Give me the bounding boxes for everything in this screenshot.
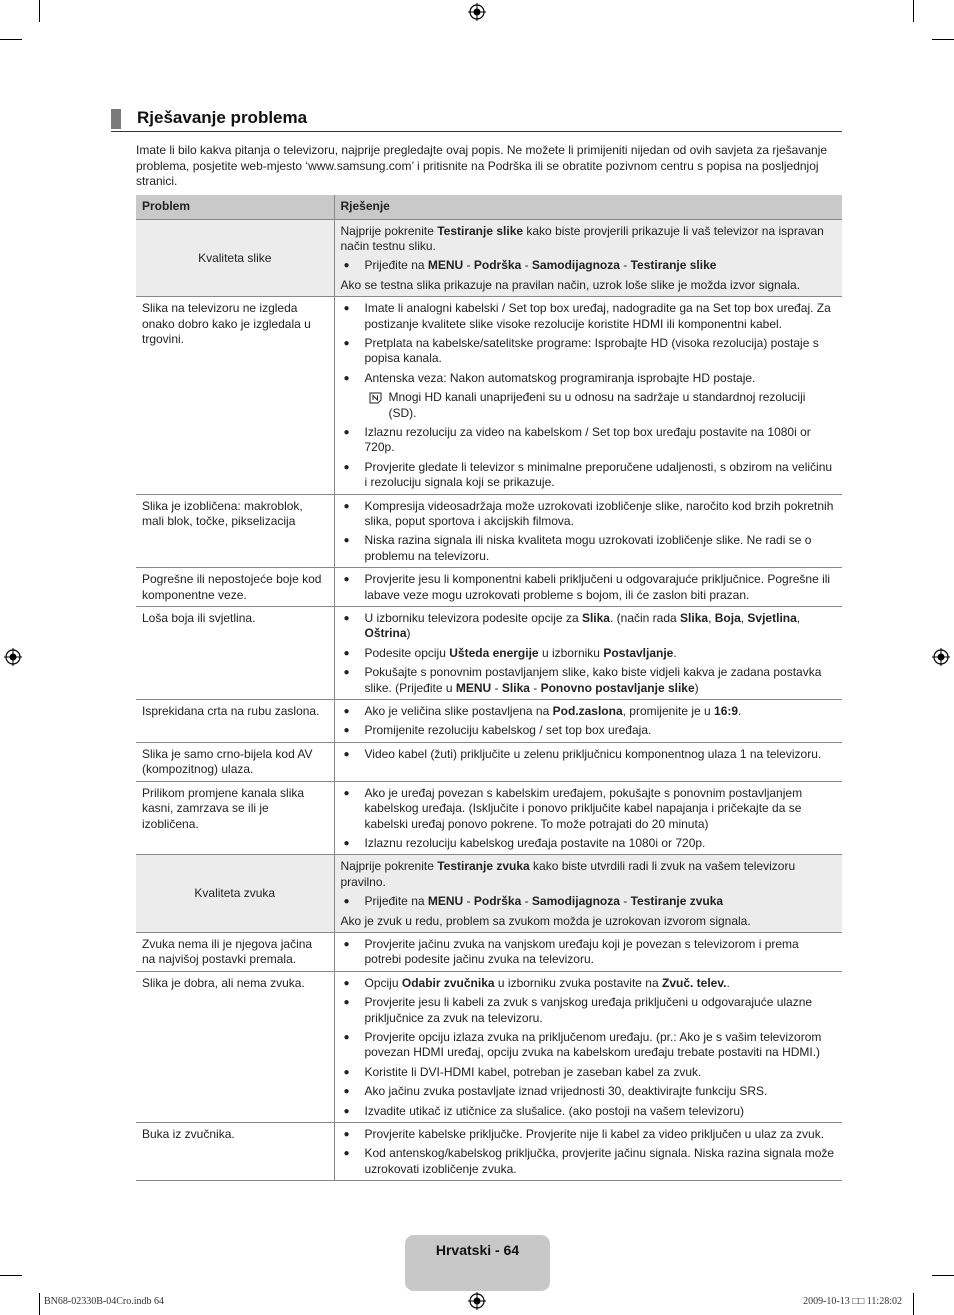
table-row [136,1123,842,1181]
emphasis-text: Testiranje zvuka [437,859,530,874]
solution-text: - [521,258,532,273]
bullet-icon: ● [343,938,350,950]
registration-mark-icon [932,648,950,666]
emphasis-text: MENU [427,258,464,273]
bullet-item [341,460,837,491]
problem-cell: Isprekidana crta na rubu zaslona. [136,700,334,743]
solution-text: Ako je zvuk u redu, problem sa zvukom možda je uzrokovan izvorom signala. [340,913,751,928]
problem-cell: Slika je dobra, ali nema zvuka. [136,971,334,1122]
problem-cell: Loša boja ili svjetlina. [136,607,334,700]
troubleshooting-table [136,195,842,1181]
crop-mark-bottom-right-horizontal [932,1275,954,1276]
solution-cell [334,971,842,1122]
problem-cell: Prilikom promjene kanala slika kasni, zamrzava se ili je izobličena. [136,781,334,855]
solution-text: Izlaznu rezoluciju za video na kabelskom / Set top box uređaju postavite na 1080i or 720p. [364,424,811,455]
bullet-icon: ● [343,647,350,659]
bullet-icon: ● [343,667,350,679]
solution-text: Podesite opciju [364,645,450,660]
solution-cell [334,781,842,855]
bullet-icon: ● [343,574,350,586]
column-header-solution: Rješenje [334,195,842,219]
solution-text: - [463,258,474,273]
emphasis-text: Svjetlina [747,611,797,626]
problem-cell: Pogrešne ili nepostojeće boje kod komponentne veze. [136,568,334,607]
solution-text: Ako jačinu zvuka postavljate iznad vrijednosti 30, deaktivirajte funkciju SRS. [364,1084,768,1099]
crop-mark-bottom-left-vertical [39,1293,40,1315]
bullet-item [341,894,837,909]
emphasis-text: Slika [501,680,530,695]
solution-cell [334,219,842,297]
table-row [136,700,842,743]
bullet-icon: ● [343,896,350,908]
table-body [136,219,842,1181]
crop-mark-bottom-left-horizontal [0,1275,22,1276]
table-row [136,568,842,607]
emphasis-text: Samodijagnoza [531,258,620,273]
solution-text: . [738,704,742,719]
bullet-icon: ● [343,787,350,799]
solution-text: Imate li analogni kabelski / Set top box uređaj, nadogradite ga na Set top box uređaj. Za postizanje kvalitete slike visoke rezolucije koristite HDMI ili komponentni kabel. [364,301,831,331]
emphasis-text: Samodijagnoza [531,894,620,909]
solution-text: kako biste utvrdili radi li zvuk na vašem televizoru pravilno. [340,859,796,889]
solution-text: - [463,894,474,909]
solution-text: Provjerite opciju izlaza zvuka na priključenom uređaju. (pr.: Ako je s vašim televizorom povezan HDMI uređaj, opciju zvuka na kabelskom uređaju trebate postaviti na HDMI.) [364,1029,822,1060]
bullet-icon: ● [343,1129,350,1140]
solution-text: ) [406,626,411,641]
emphasis-text: Oštrina [364,626,407,641]
bullet-icon: ● [343,303,350,315]
solution-text: Provjerite gledate li televizor s minimalne preporučene udaljenosti, s obzirom na veličinu i rezoluciju signala koji se prikazuje. [364,459,833,490]
table-row [136,297,842,494]
table-row [136,932,842,971]
note-item [341,390,837,421]
solution-text: . [673,645,677,660]
crop-mark-top-left-vertical [39,0,40,22]
page-title: Rješavanje problema [137,108,308,127]
emphasis-text: Postavljanje [603,645,674,660]
bullet-item [341,301,837,332]
bullet-item [341,499,837,530]
bullet-icon: ● [343,706,350,718]
table-group-row [136,855,842,933]
solution-text: . [726,975,730,990]
problem-cell: Kvaliteta zvuka [136,855,334,933]
solution-text: Provjerite jačinu zvuka na vanjskom uređaju koji je povezan s televizorom i prema potrebi podesite jačinu zvuka na televizoru. [364,936,799,967]
crop-mark-top-left-horizontal [0,39,22,40]
solution-text: Ako je uređaj povezan s kabelskim uređajem, pokušajte s ponovnim postavljanjem kabelskog uređaja. (Isključite i ponovo priključite kabel napajanja i pričekajte da se kabelski uređaj ponovo pokrene. To može potrajati do 20 minuta) [364,785,803,831]
solution-cell [334,494,842,568]
table-row [136,742,842,781]
bullet-item [341,995,837,1026]
solution-paragraph [341,859,837,890]
bullet-icon: ● [343,725,350,737]
bullet-item [341,747,837,762]
table-row [136,607,842,700]
bullet-icon: ● [343,1086,350,1098]
bullet-icon: ● [343,461,350,473]
emphasis-text: Boja [714,611,741,626]
problem-cell: Zvuka nema ili je njegova jačina na najvišoj postavki premala. [136,932,334,971]
table-group-row [136,219,842,297]
bullet-icon: ● [343,1105,350,1117]
bullet-item [341,533,837,564]
solution-cell [334,700,842,743]
solution-text: . (način rada [609,611,681,626]
solution-text: , promijenite je u [622,704,715,719]
solution-text: u izborniku [538,645,604,660]
solution-cell [334,932,842,971]
solution-text: u izborniku zvuka postavite na [494,975,662,990]
solution-text: , [796,611,801,626]
bullet-item [341,704,837,719]
solution-text: Provjerite kabelske priključke. Provjerite nije li kabel za video priključen u ulaz za zvuk. [364,1127,825,1141]
column-header-problem: Problem [136,195,334,219]
emphasis-text: Podrška [473,258,522,273]
problem-cell: Slika na televizoru ne izgleda onako dobro kako je izgledala u trgovini. [136,297,334,494]
registration-mark-icon [468,1292,486,1310]
solution-text: - [619,894,631,909]
solution-text: Niska razina signala ili niska kvaliteta mogu uzrokovati izobličenje slike. Ne radi se o problemu na televizoru. [364,533,812,563]
bullet-item [341,976,837,991]
solution-text: Provjerite jesu li kabeli za zvuk s vanjskog uređaja priključeni u odgovarajuće ulazne priključnice za zvuk na televizoru. [364,995,813,1025]
emphasis-text: Podrška [473,894,522,909]
bullet-item [341,1127,837,1142]
solution-paragraph [341,224,837,255]
bullet-icon: ● [343,997,350,1009]
solution-text: Izvadite utikač iz utičnice za slušalice. (ako postoji na vašem televizoru) [364,1103,744,1118]
solution-cell [334,855,842,933]
solution-text: Najprije pokrenite [340,859,438,874]
bullet-item [341,1104,837,1119]
solution-text: , [740,611,748,626]
bullet-item [341,1084,837,1099]
problem-cell: Slika je izobličena: makroblok, mali blok, točke, pikselizacija [136,494,334,568]
table-header-row [136,195,842,219]
crop-mark-top-right-vertical [913,0,914,22]
emphasis-text: Slika [680,611,709,626]
bullet-item [341,572,837,603]
bullet-icon: ● [343,500,350,512]
bullet-item [341,1146,837,1177]
solution-text: Najprije pokrenite [340,223,438,238]
solution-text: Koristite li DVI-HDMI kabel, potreban je zaseban kabel za zvuk. [364,1064,702,1079]
page-number-label: Hrvatski - 64 [435,1242,520,1258]
emphasis-text: Odabir zvučnika [401,975,495,990]
heading-bar [111,109,121,129]
bullet-item [341,786,837,832]
bullet-icon: ● [343,426,350,438]
solution-text: Prijeđite na [364,894,428,909]
solution-text: Kompresija videosadržaja može uzrokovati izobličenje slike, naročito kod brzih pokretnih slika, poput sportova i akcijskih filmova. [364,498,834,528]
bullet-icon: ● [343,613,350,625]
emphasis-text: Ponovno postavljanje slike [540,680,695,695]
solution-text: Ako se testna slika prikazuje na pravilan način, uzrok loše slike je možda izvor signala. [340,277,801,292]
bullet-item [341,723,837,738]
registration-mark-icon [468,3,486,21]
solution-text: - [619,258,631,273]
solution-text: Izlaznu rezoluciju kabelskog uređaja postavite na 1080i or 720p. [364,835,706,850]
problem-cell: Buka iz zvučnika. [136,1123,334,1181]
bullet-item [341,665,837,696]
print-file-info: BN68-02330B-04Cro.indb 64 [44,1296,164,1307]
solution-text: - [529,680,541,695]
bullet-icon: ● [343,977,350,989]
solution-cell [334,607,842,700]
emphasis-text: Testiranje zvuka [630,894,724,909]
print-timestamp: 2009-10-13 □□ 11:28:02 [803,1296,902,1307]
solution-cell [334,1123,842,1181]
bullet-item [341,611,837,642]
table-row [136,971,842,1122]
bullet-icon: ● [343,337,350,349]
solution-text: Opciju [364,975,402,990]
bullet-icon: ● [343,260,350,272]
bullet-icon: ● [343,372,350,384]
bullet-item [341,258,837,273]
bullet-item [341,937,837,968]
solution-text: Pokušajte s ponovnim postavljanjem slike, kako biste vidjeli kakva je zadana postavka slike. (Prijeđite u [364,665,822,695]
solution-text: , [708,611,715,626]
emphasis-text: Pod.zaslona [552,704,623,719]
problem-cell: Kvaliteta slike [136,219,334,297]
intro-paragraph: Imate li bilo kakva pitanja o televizoru, najprije pregledajte ovaj popis. Ne možete li primijeniti nijedan od ovih savjeta za rješavanje problema, posjetite web-mjesto ‘www.samsung.com’ i pritisnite na Podrška ili se obratite pozivnom centru s popisa na posljednjoj stranici. [136,143,828,188]
bullet-icon: ● [343,535,350,547]
bullet-icon: ● [343,1066,350,1078]
emphasis-text: 16:9 [714,704,739,719]
crop-mark-top-right-horizontal [932,39,954,40]
emphasis-text: Testiranje slike [630,258,717,273]
solution-text: Prijeđite na [364,258,428,273]
bullet-icon: ● [343,1148,350,1160]
emphasis-text: Ušteda energije [449,645,539,660]
solution-cell [334,297,842,494]
bullet-item [341,1030,837,1061]
note-icon [369,392,382,404]
table-row [136,494,842,568]
bullet-item [341,336,837,367]
solution-text: Kod antenskog/kabelskog priključka, provjerite jačinu signala. Niska razina signala može uzrokovati izobličenje zvuka. [364,1146,835,1176]
bullet-item [341,646,837,661]
table-row [136,781,842,855]
solution-cell [334,568,842,607]
solution-paragraph [341,278,837,293]
solution-text: Video kabel (žuti) priključite u zelenu priključnicu komponentnog ulaza 1 na televizoru. [364,746,822,761]
emphasis-text: Slika [581,611,610,626]
solution-text: - [491,680,502,695]
bullet-icon: ● [343,748,350,760]
solution-cell [334,742,842,781]
bullet-item [341,836,837,851]
solution-text: Provjerite jesu li komponentni kabeli priključeni u odgovarajuće priključnice. Pogrešne ili labave veze mogu uzrokovati probleme s bojom, ili će zaslon biti prazan. [364,572,831,602]
emphasis-text: MENU [455,680,492,695]
emphasis-text: Zvuč. telev. [662,975,727,990]
solution-text: ) [694,680,699,695]
emphasis-text: MENU [427,894,464,909]
solution-text: Mnogi HD kanali unaprijeđeni su u odnosu na sadržaje u standardnoj rezoluciji (SD). [388,390,806,420]
bullet-item [341,371,837,386]
solution-text: Promijenite rezoluciju kabelskog / set top box uređaja. [364,723,652,738]
bullet-icon: ● [343,837,350,849]
section-heading [111,107,842,132]
emphasis-text: Testiranje slike [437,223,524,238]
problem-cell: Slika je samo crno-bijela kod AV (kompozitnog) ulaza. [136,742,334,781]
solution-text: Pretplata na kabelske/satelitske programe: Isprobajte HD (visoka rezolucija) postaje s popisa kanala. [364,335,819,366]
crop-mark-bottom-right-vertical [913,1293,914,1315]
solution-text: Ako je veličina slike postavljena na [364,704,553,719]
bullet-item [341,1065,837,1080]
solution-paragraph [341,914,837,929]
solution-text: - [521,894,532,909]
bullet-item [341,425,837,456]
solution-text: Antenska veza: Nakon automatskog programiranja isprobajte HD postaje. [364,370,756,385]
solution-text: U izborniku televizora podesite opcije za [364,611,582,626]
registration-mark-icon [4,648,22,666]
bullet-icon: ● [343,1031,350,1043]
solution-text: kako biste provjerili prikazuje li vaš televizor na ispravan način testnu sliku. [340,223,824,253]
